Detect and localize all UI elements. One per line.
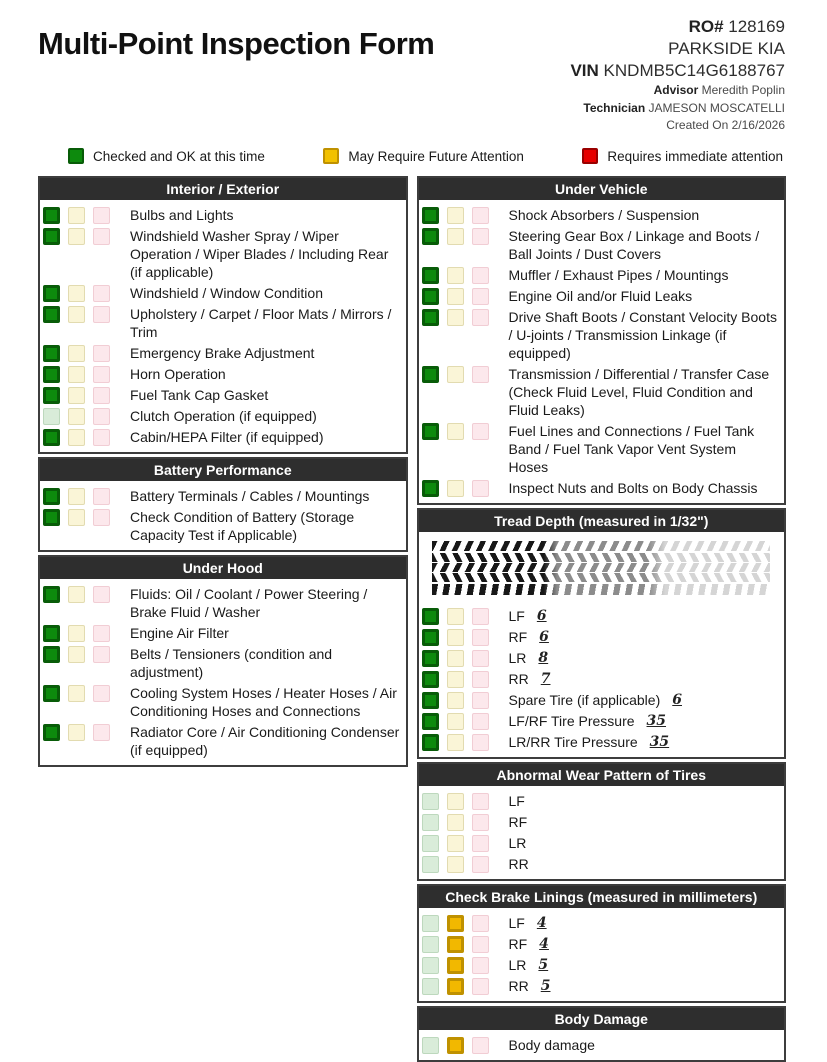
ok-checkbox[interactable]: [43, 306, 60, 323]
item-label: LR: [508, 956, 527, 973]
checklist-row: [43, 721, 400, 760]
measurement-value[interactable]: 4: [539, 935, 549, 952]
checklist-row: [422, 647, 779, 668]
checklist-row: [422, 477, 779, 498]
measurement-value[interactable]: 7: [540, 670, 551, 687]
item-label: Fuel Tank Cap Gasket: [130, 386, 269, 403]
urgent-checkbox[interactable]: [472, 228, 489, 245]
attention-checkbox[interactable]: [447, 228, 464, 245]
section-header: Tread Depth (measured in 1/32"): [419, 510, 785, 532]
attention-checkbox[interactable]: [68, 625, 85, 642]
ok-checkbox[interactable]: [43, 586, 60, 603]
attention-checkbox[interactable]: [68, 207, 85, 224]
ok-checkbox[interactable]: [422, 692, 439, 709]
checklist-row: [422, 933, 779, 954]
checklist-row: [43, 485, 400, 506]
attention-checkbox[interactable]: [447, 423, 464, 440]
ok-checkbox[interactable]: [43, 646, 60, 663]
attention-checkbox[interactable]: [447, 480, 464, 497]
item-label: Engine Air Filter: [130, 624, 229, 641]
checklist-row: [422, 264, 779, 285]
ok-checkbox[interactable]: [422, 650, 439, 667]
item-label: Engine Oil and/or Fluid Leaks: [508, 287, 693, 304]
urgent-checkbox[interactable]: [472, 936, 489, 953]
checklist-row: [43, 426, 400, 447]
ok-checkbox[interactable]: [422, 734, 439, 751]
urgent-checkbox[interactable]: [93, 345, 110, 362]
urgent-checkbox[interactable]: [472, 366, 489, 383]
item-label: Cabin/HEPA Filter (if equipped): [130, 428, 324, 445]
checklist-row: [422, 811, 779, 832]
technician: [570, 100, 785, 117]
item-label: RF: [508, 813, 528, 830]
attention-checkbox[interactable]: [447, 650, 464, 667]
checklist-row: [422, 790, 779, 811]
checklist-row: [43, 204, 400, 225]
ok-checkbox[interactable]: [422, 957, 439, 974]
ok-status-swatch-icon: [68, 148, 84, 164]
urgent-checkbox[interactable]: [93, 285, 110, 302]
attention-checkbox[interactable]: [68, 685, 85, 702]
ok-checkbox[interactable]: [43, 625, 60, 642]
ro-number: [570, 16, 785, 38]
item-label: RF: [508, 935, 528, 952]
urgent-checkbox[interactable]: [93, 228, 110, 245]
ok-checkbox[interactable]: [422, 915, 439, 932]
item-label: Bulbs and Lights: [130, 206, 234, 223]
measurement-value[interactable]: 8: [538, 649, 549, 666]
urgent-status-swatch-icon: [582, 148, 598, 164]
item-label: Muffler / Exhaust Pipes / Mountings: [508, 266, 729, 283]
attention-checkbox[interactable]: [68, 366, 85, 383]
ok-checkbox[interactable]: [43, 387, 60, 404]
attention-checkbox[interactable]: [447, 793, 464, 810]
ro-label: RO#: [688, 17, 724, 36]
checklist-row: [422, 853, 779, 874]
ok-checkbox[interactable]: [43, 429, 60, 446]
ok-checkbox[interactable]: [422, 814, 439, 831]
ok-checkbox[interactable]: [422, 835, 439, 852]
checklist-row: [43, 303, 400, 342]
attention-checkbox[interactable]: [68, 345, 85, 362]
checklist-row: [422, 225, 779, 264]
urgent-checkbox[interactable]: [472, 650, 489, 667]
legend-item-ok: [68, 148, 265, 164]
urgent-checkbox[interactable]: [472, 713, 489, 730]
ok-checkbox[interactable]: [43, 207, 60, 224]
attention-checkbox[interactable]: [447, 978, 464, 995]
section-header: Under Vehicle: [419, 178, 785, 200]
item-label: Spare Tire (if applicable): [508, 691, 661, 708]
urgent-checkbox[interactable]: [472, 608, 489, 625]
checklist-row: [422, 668, 779, 689]
attention-status-swatch-icon: [323, 148, 339, 164]
vehicle-info: [570, 16, 785, 134]
measurement-value[interactable]: 6: [536, 607, 547, 624]
checklist-row: [422, 306, 779, 363]
checklist-row: [422, 204, 779, 225]
checklist-row: [422, 605, 779, 626]
ok-checkbox[interactable]: [43, 408, 60, 425]
section-check-brake-linings-measured-in-millimeters: [417, 884, 787, 1003]
urgent-checkbox[interactable]: [472, 835, 489, 852]
urgent-checkbox[interactable]: [472, 1037, 489, 1054]
attention-checkbox[interactable]: [447, 671, 464, 688]
urgent-checkbox[interactable]: [472, 480, 489, 497]
checklist-row: [43, 363, 400, 384]
created-on: Created On 2/16/2026: [666, 118, 785, 133]
checklist-row: [422, 1034, 779, 1055]
attention-checkbox[interactable]: [447, 835, 464, 852]
item-label: LF/RF Tire Pressure: [508, 712, 635, 729]
page-header: [38, 16, 785, 134]
item-label: Battery Terminals / Cables / Mountings: [130, 487, 370, 504]
ro-value: 128169: [728, 17, 785, 36]
urgent-checkbox[interactable]: [472, 267, 489, 284]
urgent-checkbox[interactable]: [93, 488, 110, 505]
item-label: Shock Absorbers / Suspension: [508, 206, 700, 223]
item-label: Radiator Core / Air Conditioning Condenser (if equipped): [130, 723, 400, 758]
tire-tread-image: [432, 541, 771, 595]
checklist-row: [422, 954, 779, 975]
item-label: LF: [508, 607, 525, 624]
urgent-checkbox[interactable]: [93, 586, 110, 603]
urgent-checkbox[interactable]: [93, 387, 110, 404]
checklist-row: [43, 643, 400, 682]
attention-checkbox[interactable]: [447, 713, 464, 730]
attention-checkbox[interactable]: [447, 629, 464, 646]
item-label: LF: [508, 792, 525, 809]
section-interior-exterior: [38, 176, 408, 454]
urgent-checkbox[interactable]: [472, 288, 489, 305]
item-label: Drive Shaft Boots / Constant Velocity Boots / U-joints / Transmission Linkage (if equipped): [508, 308, 777, 361]
section-header: Check Brake Linings (measured in millimeters): [419, 886, 785, 908]
urgent-checkbox[interactable]: [472, 978, 489, 995]
item-label: Fluids: Oil / Coolant / Power Steering / Brake Fluid / Washer: [130, 585, 368, 620]
item-label: Horn Operation: [130, 365, 226, 382]
item-label: LR: [508, 834, 527, 851]
attention-checkbox[interactable]: [447, 814, 464, 831]
attention-checkbox[interactable]: [447, 692, 464, 709]
urgent-checkbox[interactable]: [93, 429, 110, 446]
item-label: Upholstery / Carpet / Floor Mats / Mirrors / Trim: [130, 305, 392, 340]
item-label: RR: [508, 855, 529, 872]
urgent-checkbox[interactable]: [93, 685, 110, 702]
urgent-checkbox[interactable]: [93, 625, 110, 642]
dealership-name: PARKSIDE KIA: [668, 39, 785, 59]
ok-checkbox[interactable]: [422, 713, 439, 730]
ok-checkbox[interactable]: [422, 207, 439, 224]
inspection-content: [38, 176, 786, 1062]
vin: [570, 60, 785, 82]
checklist-row: [43, 506, 400, 545]
ok-checkbox[interactable]: [422, 480, 439, 497]
legend-label: May Require Future Attention: [348, 148, 524, 164]
urgent-checkbox[interactable]: [93, 366, 110, 383]
urgent-checkbox[interactable]: [472, 915, 489, 932]
advisor-value: Meredith Poplin: [701, 83, 785, 98]
checklist-row: [43, 622, 400, 643]
attention-checkbox[interactable]: [447, 936, 464, 953]
legend-item-attention: [323, 148, 524, 164]
urgent-checkbox[interactable]: [472, 671, 489, 688]
checklist-row: [422, 832, 779, 853]
checklist-row: [43, 405, 400, 426]
checklist-row: [422, 285, 779, 306]
technician-value: JAMESON MOSCATELLI: [648, 100, 785, 115]
ok-checkbox[interactable]: [43, 285, 60, 302]
ok-checkbox[interactable]: [422, 288, 439, 305]
item-label: Belts / Tensioners (condition and adjustment): [130, 645, 333, 680]
status-legend: [68, 148, 783, 164]
section-body-damage: [417, 1006, 787, 1062]
ok-checkbox[interactable]: [422, 936, 439, 953]
section-under-hood: [38, 555, 408, 767]
legend-label: Requires immediate attention: [607, 148, 783, 164]
item-label: RR: [508, 977, 529, 994]
item-label: Inspect Nuts and Bolts on Body Chassis: [508, 479, 758, 496]
measurement-value[interactable]: 5: [540, 977, 551, 994]
attention-checkbox[interactable]: [447, 207, 464, 224]
measurement-value[interactable]: 6: [539, 628, 549, 645]
item-label: RF: [508, 628, 528, 645]
page-title: Multi-Point Inspection Form: [38, 26, 435, 61]
ok-checkbox[interactable]: [422, 309, 439, 326]
item-label: Body damage: [508, 1036, 595, 1053]
ok-checkbox[interactable]: [422, 671, 439, 688]
checklist-row: [43, 342, 400, 363]
checklist-row: [422, 626, 779, 647]
ok-checkbox[interactable]: [422, 978, 439, 995]
attention-checkbox[interactable]: [68, 306, 85, 323]
urgent-checkbox[interactable]: [472, 692, 489, 709]
item-label: Emergency Brake Adjustment: [130, 344, 315, 361]
attention-checkbox[interactable]: [447, 915, 464, 932]
legend-label: Checked and OK at this time: [93, 148, 265, 164]
checklist-row: [422, 731, 779, 752]
section-header: Battery Performance: [40, 459, 406, 481]
attention-checkbox[interactable]: [68, 586, 85, 603]
ok-checkbox[interactable]: [422, 856, 439, 873]
urgent-checkbox[interactable]: [472, 856, 489, 873]
section-abnormal-wear-pattern-of-tires: [417, 762, 787, 881]
attention-checkbox[interactable]: [447, 366, 464, 383]
section-header: Body Damage: [419, 1008, 785, 1030]
ok-checkbox[interactable]: [422, 267, 439, 284]
checklist-row: [422, 710, 779, 731]
ok-checkbox[interactable]: [43, 509, 60, 526]
attention-checkbox[interactable]: [68, 429, 85, 446]
technician-label: Technician: [583, 100, 646, 115]
urgent-checkbox[interactable]: [93, 306, 110, 323]
item-label: Windshield / Window Condition: [130, 284, 323, 301]
attention-checkbox[interactable]: [447, 734, 464, 751]
ok-checkbox[interactable]: [422, 366, 439, 383]
ok-checkbox[interactable]: [422, 1037, 439, 1054]
checklist-row: [43, 384, 400, 405]
item-label: LF: [508, 914, 525, 931]
urgent-checkbox[interactable]: [472, 814, 489, 831]
attention-checkbox[interactable]: [68, 285, 85, 302]
attention-checkbox[interactable]: [447, 288, 464, 305]
section-header: Interior / Exterior: [40, 178, 406, 200]
urgent-checkbox[interactable]: [472, 207, 489, 224]
attention-checkbox[interactable]: [447, 267, 464, 284]
attention-checkbox[interactable]: [447, 309, 464, 326]
item-label: Cooling System Hoses / Heater Hoses / Air Conditioning Hoses and Connections: [130, 684, 397, 719]
attention-checkbox[interactable]: [68, 228, 85, 245]
checklist-row: [43, 225, 400, 282]
measurement-value[interactable]: 6: [672, 691, 682, 708]
ok-checkbox[interactable]: [43, 228, 60, 245]
checklist-row: [422, 363, 779, 420]
vin-label: VIN: [570, 61, 599, 81]
checklist-row: [422, 912, 779, 933]
measurement-value[interactable]: 35: [649, 733, 670, 750]
item-label: Check Condition of Battery (Storage Capacity Test if Applicable): [130, 508, 355, 543]
urgent-checkbox[interactable]: [93, 509, 110, 526]
urgent-checkbox[interactable]: [93, 207, 110, 224]
item-label: LR: [508, 649, 527, 666]
right-column: [417, 176, 787, 1062]
attention-checkbox[interactable]: [447, 856, 464, 873]
checklist-row: [422, 689, 779, 710]
attention-checkbox[interactable]: [68, 509, 85, 526]
measurement-value[interactable]: 35: [646, 712, 667, 729]
attention-checkbox[interactable]: [447, 957, 464, 974]
ok-checkbox[interactable]: [422, 629, 439, 646]
urgent-checkbox[interactable]: [472, 734, 489, 751]
section-under-vehicle: [417, 176, 787, 505]
urgent-checkbox[interactable]: [472, 309, 489, 326]
item-label: Fuel Lines and Connections / Fuel Tank Band / Fuel Tank Vapor Vent System Hoses: [508, 422, 755, 475]
checklist-row: [422, 975, 779, 996]
attention-checkbox[interactable]: [68, 408, 85, 425]
item-label: LR/RR Tire Pressure: [508, 733, 638, 750]
ok-checkbox[interactable]: [43, 685, 60, 702]
urgent-checkbox[interactable]: [472, 423, 489, 440]
attention-checkbox[interactable]: [68, 488, 85, 505]
ok-checkbox[interactable]: [43, 488, 60, 505]
ok-checkbox[interactable]: [422, 423, 439, 440]
vin-value: KNDMB5C14G6188767: [603, 61, 785, 81]
item-label: Clutch Operation (if equipped): [130, 407, 317, 424]
section-header: Under Hood: [40, 557, 406, 579]
checklist-row: [43, 282, 400, 303]
urgent-checkbox[interactable]: [472, 629, 489, 646]
urgent-checkbox[interactable]: [93, 408, 110, 425]
measurement-value[interactable]: 5: [538, 956, 549, 973]
urgent-checkbox[interactable]: [93, 724, 110, 741]
ok-checkbox[interactable]: [43, 724, 60, 741]
section-tread-depth-measured-in-1-32: [417, 508, 787, 759]
urgent-checkbox[interactable]: [93, 646, 110, 663]
advisor-label: Advisor: [653, 83, 699, 98]
checklist-row: [422, 420, 779, 477]
ok-checkbox[interactable]: [43, 366, 60, 383]
ok-checkbox[interactable]: [422, 608, 439, 625]
legend-item-urgent: [582, 148, 783, 164]
item-label: Windshield Washer Spray / Wiper Operation / Wiper Blades / Including Rear (if applicable): [130, 227, 389, 280]
urgent-checkbox[interactable]: [472, 793, 489, 810]
attention-checkbox[interactable]: [68, 724, 85, 741]
left-column: [38, 176, 408, 767]
checklist-row: [43, 682, 400, 721]
attention-checkbox[interactable]: [447, 608, 464, 625]
item-label: Steering Gear Box / Linkage and Boots / Ball Joints / Dust Covers: [508, 227, 760, 262]
checklist-row: [43, 583, 400, 622]
ok-checkbox[interactable]: [422, 793, 439, 810]
attention-checkbox[interactable]: [447, 1037, 464, 1054]
ok-checkbox[interactable]: [422, 228, 439, 245]
ok-checkbox[interactable]: [43, 345, 60, 362]
item-label: RR: [508, 670, 529, 687]
advisor: [570, 82, 785, 99]
section-battery-performance: [38, 457, 408, 552]
urgent-checkbox[interactable]: [472, 957, 489, 974]
item-label: Transmission / Differential / Transfer Case (Check Fluid Level, Fluid Condition and Fluid Leaks): [508, 365, 770, 418]
measurement-value[interactable]: 4: [536, 914, 547, 931]
attention-checkbox[interactable]: [68, 646, 85, 663]
section-header: Abnormal Wear Pattern of Tires: [419, 764, 785, 786]
attention-checkbox[interactable]: [68, 387, 85, 404]
